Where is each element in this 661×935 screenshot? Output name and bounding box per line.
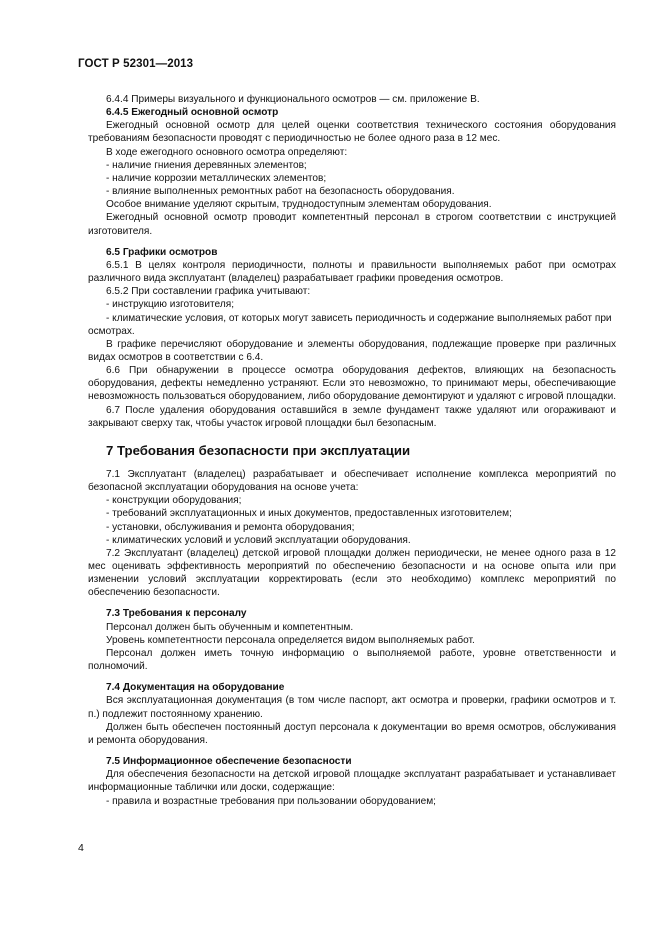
subsection-heading: 7.4 Документация на оборудование xyxy=(106,682,285,694)
list-item: - установки, обслуживания и ремонта оборудования; xyxy=(106,521,355,533)
subsection-heading: 6.5 Графики осмотров xyxy=(106,246,218,258)
paragraph: 6.6 При обнаружении в процессе осмотра оборудования дефектов, влияющих на безопасность оборудования, дефекты немедленно устраняют. Если это невозможно, то принимают меры, обеспечивающие невозможность пользоваться оборудованием, либо оборудование демонтируют и удаляют с игровой площадки. xyxy=(88,365,617,403)
paragraph: 6.7 После удаления оборудования оставшийся в земле фундамент также удаляют или огораживают и закрывают сверху так, чтобы участок игровой площадки был безопасным. xyxy=(88,404,616,429)
paragraph: 7.1 Эксплуатант (владелец) разрабатывает и обеспечивает исполнение комплекса мероприятий по безопасной эксплуатации оборудования на основе учета: xyxy=(88,468,616,494)
subsection-heading: 6.4.5 Ежегодный основной осмотр xyxy=(106,107,279,119)
list-item: - влияние выполненных ремонтных работ на безопасность оборудования. xyxy=(106,186,455,198)
list-item: - климатические условия, от которых могут зависеть периодичность и содержание выполняемых работ при осмотрах. xyxy=(88,312,612,337)
page-number: 4 xyxy=(78,842,84,854)
paragraph: В ходе ежегодного основного осмотра определяют: xyxy=(106,146,348,158)
paragraph: Для обеспечения безопасности на детской игровой площадке эксплуатант разрабатывает и устанавливает информационные таблички или доски, содержащие: xyxy=(88,769,616,794)
paragraph: 6.5.2 При составлении графика учитывают: xyxy=(106,286,311,298)
document-body xyxy=(88,93,616,808)
paragraph: Вся эксплуатационная документация (в том числе паспорт, акт осмотра и проверки, графики осмотров и т. п.) подлежит постоянному хранению. xyxy=(88,695,616,720)
list-item: - климатических условий и условий эксплуатации оборудования. xyxy=(106,534,411,546)
paragraph: Ежегодный основной осмотр проводит компетентный персонал в строгом соответствии с инструкцией изготовителя. xyxy=(88,212,616,237)
list-item: - наличие коррозии металлических элементов; xyxy=(106,172,327,184)
paragraph: Ежегодный основной осмотр для целей оценки соответствия технического состояния оборудования требованиям безопасности проводят с периодичностью не более одного раза в 12 мес. xyxy=(88,120,616,145)
paragraph: Уровень компетентности персонала определяется видом выполняемых работ. xyxy=(106,634,475,646)
paragraph: Персонал должен иметь точную информацию о выполняемой работе, уровне ответственности и полномочий. xyxy=(88,647,616,673)
paragraph: Персонал должен быть обученным и компетентным. xyxy=(106,621,354,633)
subsection-heading: 7.5 Информационное обеспечение безопасности xyxy=(106,756,352,768)
document-header: ГОСТ Р 52301—2013 xyxy=(78,58,194,70)
paragraph: 6.4.4 Примеры визуального и функционального осмотров — см. приложение В. xyxy=(106,94,480,105)
list-item: - правила и возрастные требования при пользовании оборудованием; xyxy=(106,795,436,807)
section-heading: 7 Требования безопасности при эксплуатации xyxy=(106,442,411,458)
subsection-heading: 7.3 Требования к персоналу xyxy=(106,608,247,620)
paragraph: В графике перечисляют оборудование и элементы оборудования, подлежащие проверке при различных видах осмотров в соответствии с 6.4. xyxy=(88,338,616,363)
paragraph: 7.2 Эксплуатант (владелец) детской игровой площадки должен периодически, не менее одного раза в 12 мес оценивать эффективность мероприятий по обеспечению безопасности и на основе опыта или при изменении условий эксплуатации корректировать (если это необходимо) комплекс мероприятий по обеспечению безопасности. xyxy=(88,547,616,599)
list-item: - конструкции оборудования; xyxy=(106,495,242,507)
paragraph: Особое внимание уделяют скрытым, труднодоступным элементам оборудования. xyxy=(106,199,492,211)
list-item: - инструкцию изготовителя; xyxy=(106,299,234,311)
paragraph: Должен быть обеспечен постоянный доступ персонала к документации во время осмотров, обслуживания и ремонта оборудования. xyxy=(88,721,616,746)
paragraph: 6.5.1 В целях контроля периодичности, полноты и правильности выполняемых работ при осмотрах различного вида эксплуатант (владелец) разрабатывает графики проведения осмотров. xyxy=(88,259,616,285)
list-item: - требований эксплуатационных и иных документов, предоставленных изготовителем; xyxy=(106,508,512,520)
list-item: - наличие гниения деревянных элементов; xyxy=(106,159,307,171)
